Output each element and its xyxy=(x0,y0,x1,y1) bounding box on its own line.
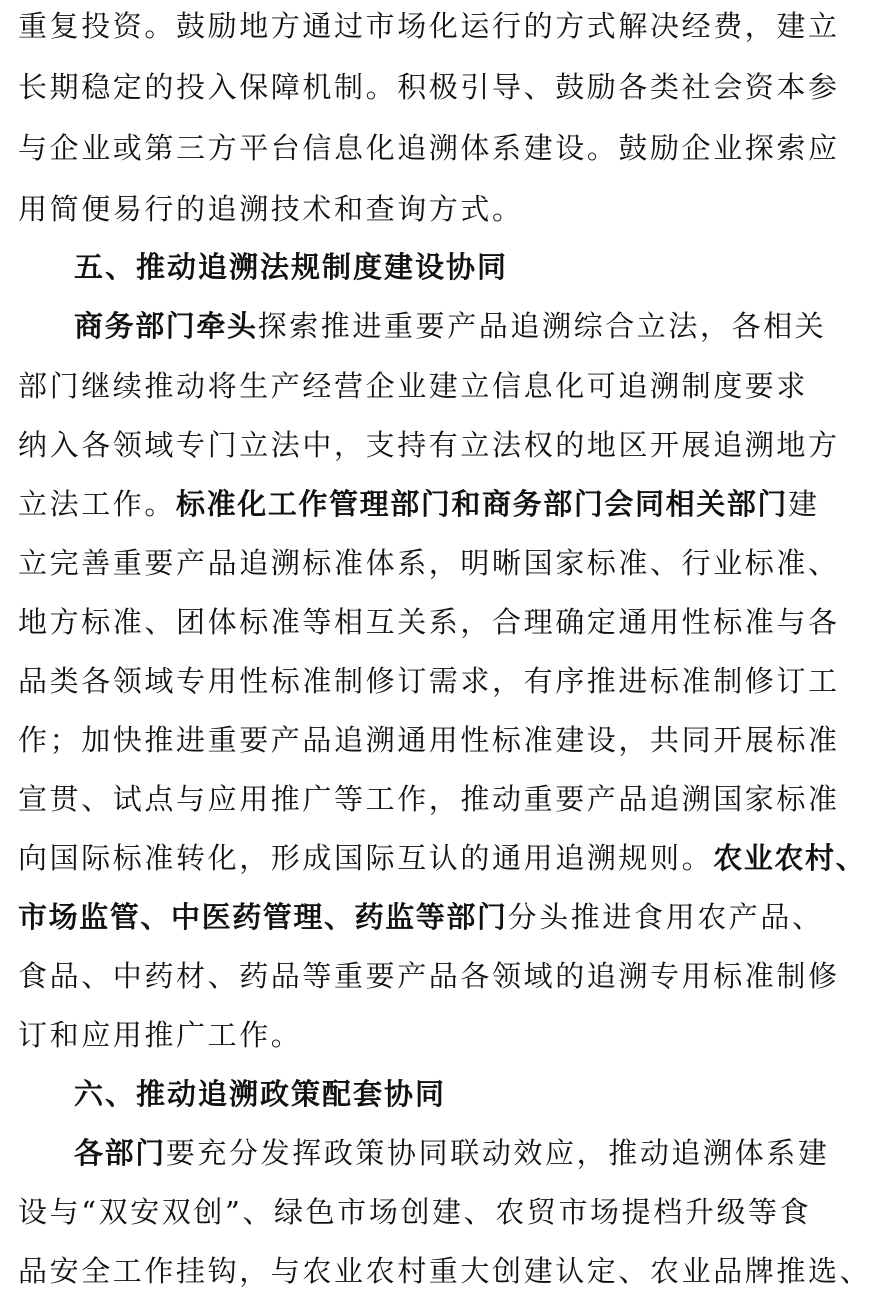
text-run: 分头推进食用农产品、 xyxy=(507,900,824,934)
paragraph-line xyxy=(74,1135,829,1171)
bold-phrase: 各部门 xyxy=(74,1136,166,1170)
text-run: 立法工作。 xyxy=(18,487,177,521)
paragraph-line: 设与“双安双创”、绿色市场创建、农贸市场提档升级等食 xyxy=(18,1195,812,1229)
text-run: 要充分发挥政策协同联动效应，推动追溯体系建 xyxy=(165,1136,830,1170)
paragraph-line xyxy=(18,840,866,876)
paragraph-line: 地方标准、团体标准等相互关系，合理确定通用性标准与各 xyxy=(18,605,840,639)
paragraph-line: 立完善重要产品追溯标准体系，明晰国家标准、行业标准、 xyxy=(18,546,840,580)
paragraph-line: 重复投资。鼓励地方通过市场化运行的方式解决经费，建立 xyxy=(18,9,840,43)
paragraph-line xyxy=(74,308,826,344)
paragraph-line xyxy=(18,899,824,935)
text-run: 向国际标准转化，形成国际互认的通用追溯规则。 xyxy=(18,841,714,875)
paragraph-line: 纳入各领域专门立法中，支持有立法权的地区开展追溯地方 xyxy=(18,428,840,462)
section-heading-5: 五、推动追溯法规制度建设协同 xyxy=(74,250,509,284)
paragraph-line: 与企业或第三方平台信息化追溯体系建设。鼓励企业探索应 xyxy=(18,131,840,165)
paragraph-line: 食品、中药材、药品等重要产品各领域的追溯专用标准制修 xyxy=(18,959,840,993)
bold-phrase: 市场监管、中医药管理、药监等部门 xyxy=(18,900,508,934)
paragraph-line: 用简便易行的追溯技术和查询方式。 xyxy=(18,192,524,226)
paragraph-line: 作；加快推进重要产品追溯通用性标准建设，共同开展标准 xyxy=(18,723,840,757)
section-heading-6: 六、推动追溯政策配套协同 xyxy=(74,1077,447,1111)
text-run: 建 xyxy=(788,487,820,521)
text-run: 探索推进重要产品追溯综合立法，各相关 xyxy=(257,309,827,343)
paragraph-line: 品安全工作挂钩，与农业农村重大创建认定、农业品牌推选、 xyxy=(18,1254,871,1288)
paragraph-line xyxy=(18,486,820,522)
paragraph-line: 品类各领域专用性标准制修订需求，有序推进标准制修订工 xyxy=(18,664,840,698)
paragraph-line: 宣贯、试点与应用推广等工作，推动重要产品追溯国家标准 xyxy=(18,782,840,816)
bold-phrase: 农业农村、 xyxy=(713,841,867,875)
bold-phrase: 标准化工作管理部门和商务部门会同相关部门 xyxy=(176,487,789,521)
paragraph-line: 长期稳定的投入保障机制。积极引导、鼓励各类社会资本参 xyxy=(18,70,840,104)
paragraph-line: 部门继续推动将生产经营企业建立信息化可追溯制度要求 xyxy=(18,369,809,403)
paragraph-line: 订和应用推广工作。 xyxy=(18,1018,303,1052)
bold-phrase: 商务部门牵头 xyxy=(74,309,258,343)
